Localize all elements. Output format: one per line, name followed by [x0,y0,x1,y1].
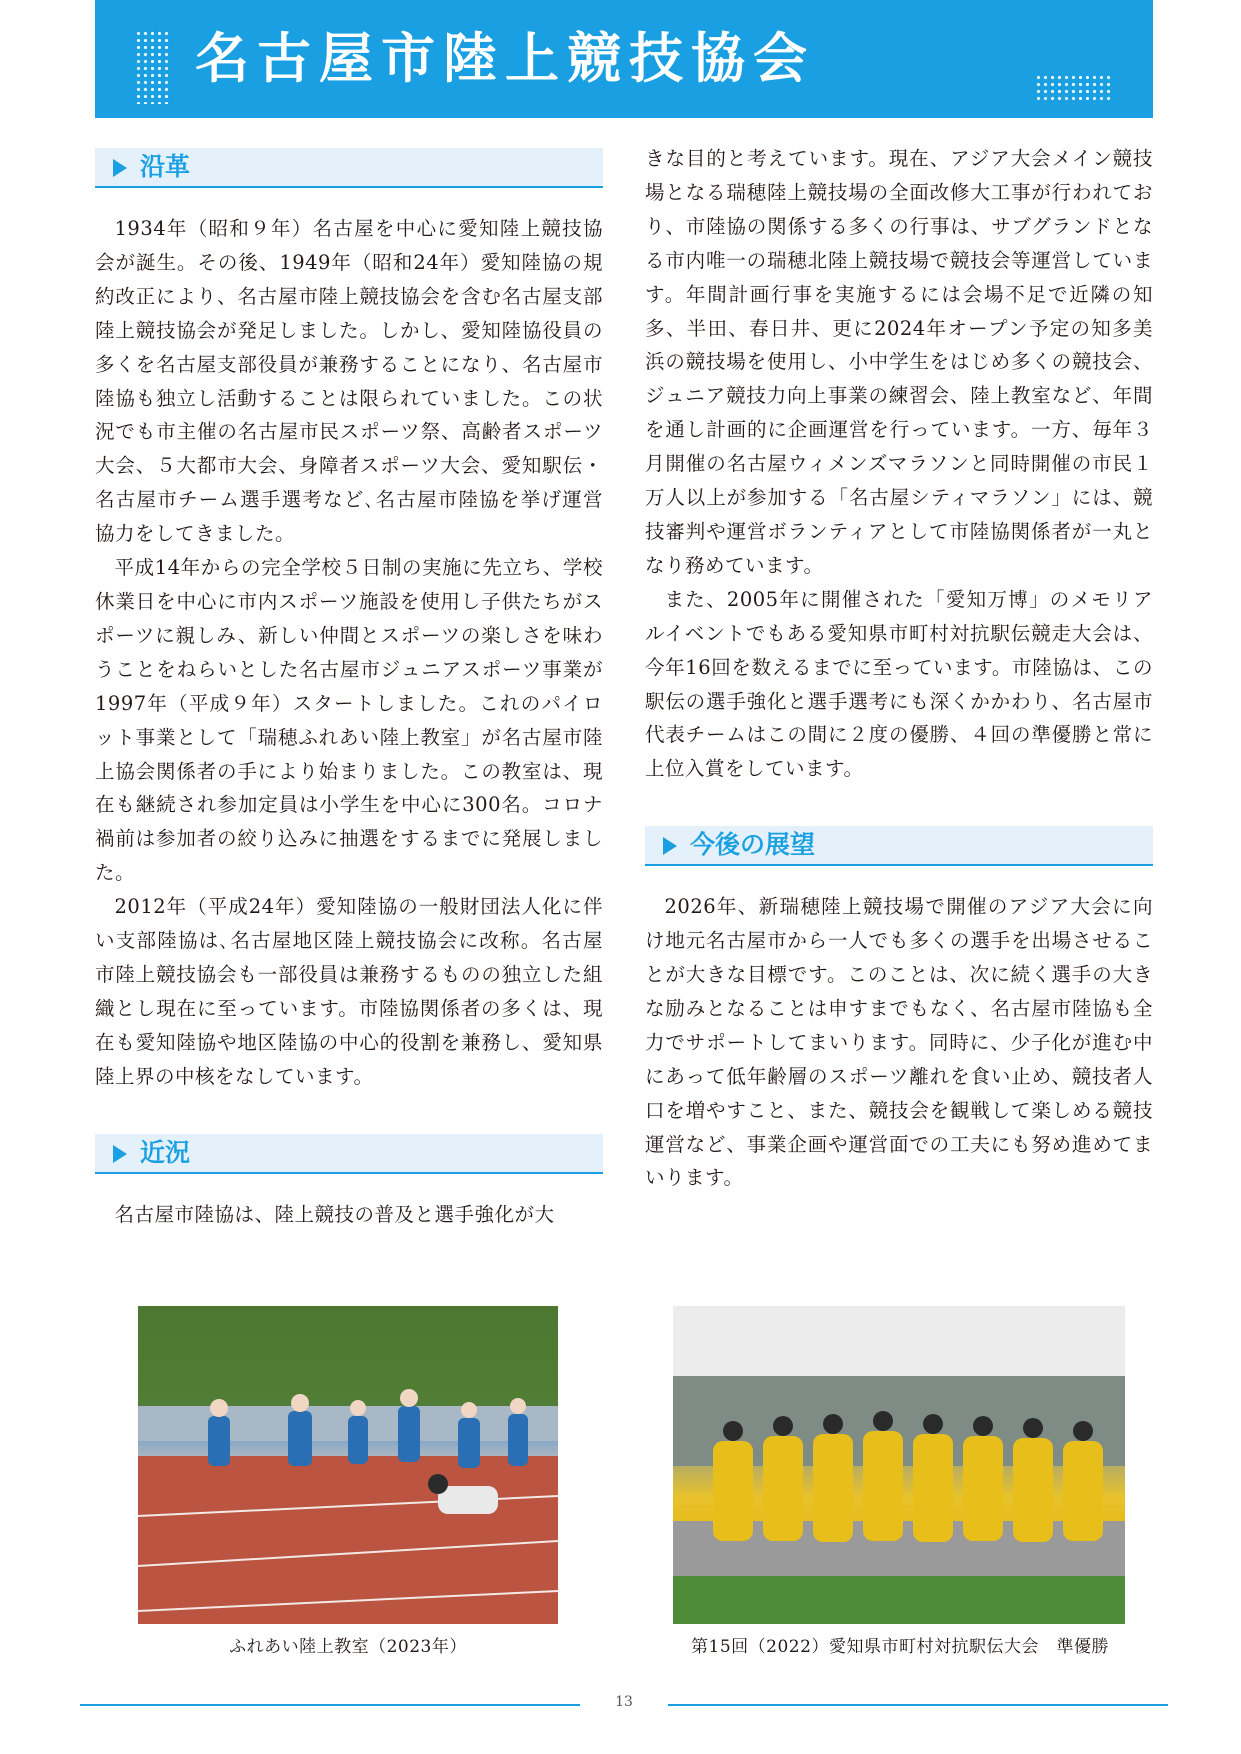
title-banner [95,0,1153,118]
paragraph: 平成14年からの完全学校５日制の実施に先立ち、学校休業日を中心に市内スポーツ施設を使用し子供たちがスポーツに親しみ、新しい仲間とスポーツの楽しさを味わうことをねらいとした名古屋市ジュニアスポーツ事業が1997年（平成９年）スタートしました。これのパイロット事業として「瑞穂ふれあい陸上教室」が名古屋市陸上協会関係者の手により始まりました。この教室は、現在も継続され参加定員は小学生を中心に300名。コロナ禍前は参加者の絞り込みに抽選をするまでに発展しました。 [95,556,603,885]
footer-divider [80,1704,580,1706]
page-title: 名古屋市陸上競技協会 [195,27,815,90]
decorative-dots [135,30,169,104]
section-title: 沿革 [140,152,191,181]
photo-caption: 第15回（2022）愛知県市町村対抗駅伝大会 準優勝 [691,1637,1109,1657]
section-title: 近況 [140,1137,191,1167]
paragraph: また、2005年に開催された「愛知万博」のメモリアルイベントでもある愛知県市町村対抗駅伝競走大会は、今年16回を数えるまでに至っています。市陸協は、この駅伝の選手強化と選手選考にも深くかかわり、名古屋市代表チームはこの間に２度の優勝、４回の準優勝と常に上位入賞をしています。 [645,587,1153,781]
photo-caption: ふれあい陸上教室（2023年） [229,1637,467,1657]
triangle-bullet-icon [113,1145,127,1163]
photo-track-class [138,1306,558,1624]
photo-ekiden-team [673,1306,1125,1624]
page-number: 13 [615,1694,633,1710]
triangle-bullet-icon [113,159,127,177]
paragraph: 1934年（昭和９年）名古屋を中心に愛知陸上競技協会が誕生。その後、1949年（昭和24年）愛知陸協の規約改正により、名古屋市陸上競技協会を含む名古屋支部陸上競技協会が発足しました。しかし、愛知陸協役員の多くを名古屋支部役員が兼務することになり、名古屋市陸協も独立し活動することは限られていました。この状況でも市主催の名古屋市民スポーツ祭、高齢者スポーツ大会、５大都市大会、身障者スポーツ大会、愛知駅伝・名古屋市チーム選手選考など､名古屋市陸協を挙げ運営協力をしてきました。 [95,217,603,546]
paragraph: 2026年、新瑞穂陸上競技場で開催のアジア大会に向け地元名古屋市から一人でも多くの選手を出場させることが大きな目標です。このことは、次に続く選手の大きな励みとなることは申すまでもなく、名古屋市陸協も全力でサポートしてまいります。同時に、少子化が進む中にあって低年齢層のスポーツ離れを食い止め、競技者人口を増やすこと、また、競技会を観戦して楽しめる競技運営など、事業企画や運営面での工夫にも努め進めてまいります。 [645,895,1153,1190]
section-heading-recent [95,1134,603,1174]
section-title: 今後の展望 [690,830,816,860]
left-column [95,148,603,1231]
footer-divider [668,1704,1168,1706]
paragraph: 名古屋市陸協は、陸上競技の普及と選手強化が大 [114,1202,555,1226]
decorative-dots [1035,74,1113,104]
triangle-bullet-icon [663,837,677,855]
section-heading-history [95,148,603,188]
paragraph: 2012年（平成24年）愛知陸協の一般財団法人化に伴い支部陸協は､名古屋地区陸上競技協会に改称。名古屋市陸上競技協会も一部役員は兼務するものの独立した組織とし現在に至っています。市陸協関係者の多くは、現在も愛知陸協や地区陸協の中心的役割を兼務し、愛知県陸上界の中核をなしています。 [95,895,603,1088]
right-column [645,142,1153,1195]
section-heading-outlook [645,826,1153,866]
paragraph: きな目的と考えています。現在、アジア大会メイン競技場となる瑞穂陸上競技場の全面改修大工事が行われており、市陸協の関係する多くの行事は、サブグランドとなる市内唯一の瑞穂北陸上競技場で競技会等運営しています。年間計画行事を実施するには会場不足で近隣の知多、半田、春日井、更に2024年オープン予定の知多美浜の競技場を使用し、小中学生をはじめ多くの競技会、ジュニア競技力向上事業の練習会、陸上教室など、年間を通し計画的に企画運営を行っています。一方、毎年３月開催の名古屋ウィメンズマラソンと同時開催の市民１万人以上が参加する「名古屋シティマラソン」には、競技審判や運営ボランティアとして市陸協関係者が一丸となり務めています。 [645,147,1153,577]
